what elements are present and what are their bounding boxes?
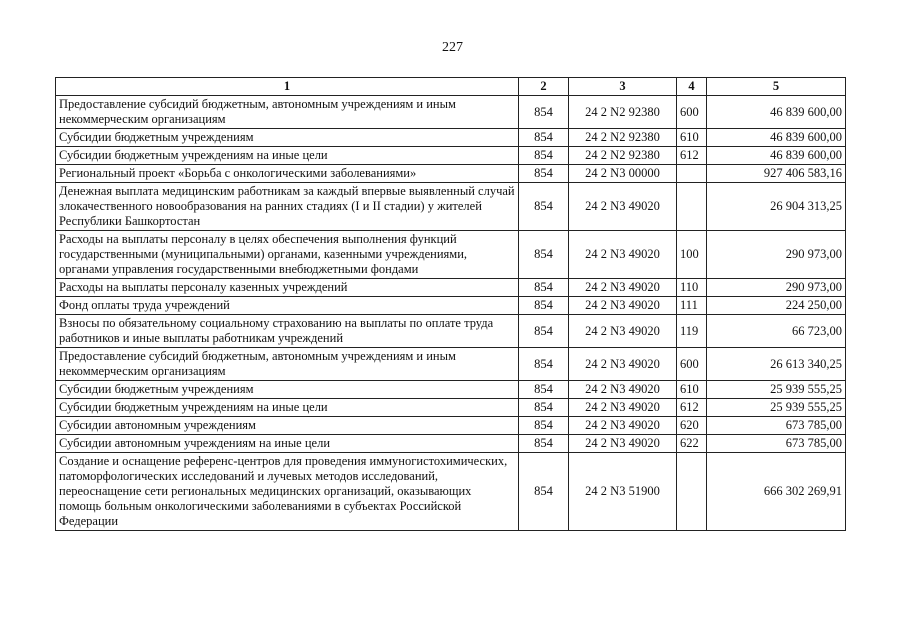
cell-sum: 46 839 600,00: [707, 129, 846, 147]
cell-code: 24 2 N3 49020: [569, 348, 677, 381]
table-row: [56, 297, 846, 315]
cell-chapter: 854: [519, 231, 569, 279]
cell-name: Предоставление субсидий бюджетным, автономным учреждениям и иным некоммерческим организациям: [56, 348, 519, 381]
cell-code: 24 2 N3 49020: [569, 417, 677, 435]
cell-code: 24 2 N3 49020: [569, 279, 677, 297]
cell-type: [677, 183, 707, 231]
table-row: [56, 165, 846, 183]
cell-sum: 224 250,00: [707, 297, 846, 315]
cell-chapter: 854: [519, 165, 569, 183]
cell-type: 622: [677, 435, 707, 453]
page-number: 227: [442, 40, 463, 55]
cell-type: 600: [677, 348, 707, 381]
cell-name: Субсидии бюджетным учреждениям на иные цели: [56, 147, 519, 165]
cell-type: 119: [677, 315, 707, 348]
cell-type: 110: [677, 279, 707, 297]
cell-code: 24 2 N3 49020: [569, 231, 677, 279]
table-row: [56, 435, 846, 453]
cell-chapter: 854: [519, 453, 569, 531]
cell-name: Расходы на выплаты персоналу в целях обеспечения выполнения функций государственными (муниципальными) органами, казенными учреждениями, органами управления государственными внебюджетными фондами: [56, 231, 519, 279]
cell-type: 610: [677, 129, 707, 147]
cell-name: Субсидии бюджетным учреждениям: [56, 381, 519, 399]
cell-code: 24 2 N3 49020: [569, 381, 677, 399]
cell-type: 600: [677, 96, 707, 129]
cell-chapter: 854: [519, 297, 569, 315]
cell-chapter: 854: [519, 96, 569, 129]
column-header-code: 3: [569, 78, 677, 96]
column-header-sum: 5: [707, 78, 846, 96]
cell-name: Расходы на выплаты персоналу казенных учреждений: [56, 279, 519, 297]
table-header-row: [56, 78, 846, 96]
cell-sum: 46 839 600,00: [707, 96, 846, 129]
cell-sum: 290 973,00: [707, 231, 846, 279]
cell-sum: 66 723,00: [707, 315, 846, 348]
cell-code: 24 2 N3 49020: [569, 399, 677, 417]
cell-type: 111: [677, 297, 707, 315]
cell-type: 612: [677, 399, 707, 417]
cell-name: Предоставление субсидий бюджетным, автономным учреждениям и иным некоммерческим организациям: [56, 96, 519, 129]
table-row: [56, 315, 846, 348]
cell-sum: 26 613 340,25: [707, 348, 846, 381]
cell-code: 24 2 N2 92380: [569, 147, 677, 165]
table-row: [56, 279, 846, 297]
cell-type: 610: [677, 381, 707, 399]
table-row: [56, 129, 846, 147]
cell-name: Региональный проект «Борьба с онкологическими заболеваниями»: [56, 165, 519, 183]
cell-chapter: 854: [519, 381, 569, 399]
cell-name: Субсидии автономным учреждениям: [56, 417, 519, 435]
cell-sum: 46 839 600,00: [707, 147, 846, 165]
cell-chapter: 854: [519, 417, 569, 435]
cell-chapter: 854: [519, 399, 569, 417]
column-header-chapter: 2: [519, 78, 569, 96]
budget-table: [55, 77, 846, 531]
cell-chapter: 854: [519, 183, 569, 231]
cell-name: Денежная выплата медицинским работникам за каждый впервые выявленный случай злокачественного новообразования на ранних стадиях (I и II стадии) у жителей Республики Башкортостан: [56, 183, 519, 231]
cell-sum: 26 904 313,25: [707, 183, 846, 231]
column-header-type: 4: [677, 78, 707, 96]
table-row: [56, 183, 846, 231]
cell-type: 100: [677, 231, 707, 279]
cell-name: Создание и оснащение референс-центров для проведения иммуногистохимических, патоморфологических исследований и лучевых методов исследований, переоснащение сети региональных медицинских организаций, оказывающих помощь больным онкологическими заболеваниями в субъектах Российской Федерации: [56, 453, 519, 531]
cell-chapter: 854: [519, 348, 569, 381]
cell-sum: 927 406 583,16: [707, 165, 846, 183]
cell-code: 24 2 N3 51900: [569, 453, 677, 531]
table-row: [56, 381, 846, 399]
cell-code: 24 2 N3 49020: [569, 297, 677, 315]
cell-sum: 666 302 269,91: [707, 453, 846, 531]
cell-code: 24 2 N3 49020: [569, 435, 677, 453]
cell-name: Субсидии автономным учреждениям на иные цели: [56, 435, 519, 453]
table-row: [56, 231, 846, 279]
table-row: [56, 348, 846, 381]
cell-name: Взносы по обязательному социальному страхованию на выплаты по оплате труда работников и иные выплаты работникам учреждений: [56, 315, 519, 348]
cell-chapter: 854: [519, 435, 569, 453]
cell-name: Субсидии бюджетным учреждениям: [56, 129, 519, 147]
cell-chapter: 854: [519, 315, 569, 348]
cell-sum: 290 973,00: [707, 279, 846, 297]
cell-sum: 25 939 555,25: [707, 399, 846, 417]
cell-code: 24 2 N3 49020: [569, 315, 677, 348]
cell-code: 24 2 N3 49020: [569, 183, 677, 231]
table-row: [56, 417, 846, 435]
cell-sum: 673 785,00: [707, 417, 846, 435]
cell-sum: 25 939 555,25: [707, 381, 846, 399]
cell-type: [677, 453, 707, 531]
cell-type: [677, 165, 707, 183]
cell-chapter: 854: [519, 279, 569, 297]
table-row: [56, 147, 846, 165]
cell-name: Субсидии бюджетным учреждениям на иные цели: [56, 399, 519, 417]
table-row: [56, 96, 846, 129]
cell-chapter: 854: [519, 147, 569, 165]
table-row: [56, 399, 846, 417]
cell-type: 620: [677, 417, 707, 435]
cell-name: Фонд оплаты труда учреждений: [56, 297, 519, 315]
cell-sum: 673 785,00: [707, 435, 846, 453]
cell-code: 24 2 N2 92380: [569, 96, 677, 129]
cell-code: 24 2 N3 00000: [569, 165, 677, 183]
cell-type: 612: [677, 147, 707, 165]
column-header-name: 1: [56, 78, 519, 96]
cell-chapter: 854: [519, 129, 569, 147]
cell-code: 24 2 N2 92380: [569, 129, 677, 147]
table-row: [56, 453, 846, 531]
